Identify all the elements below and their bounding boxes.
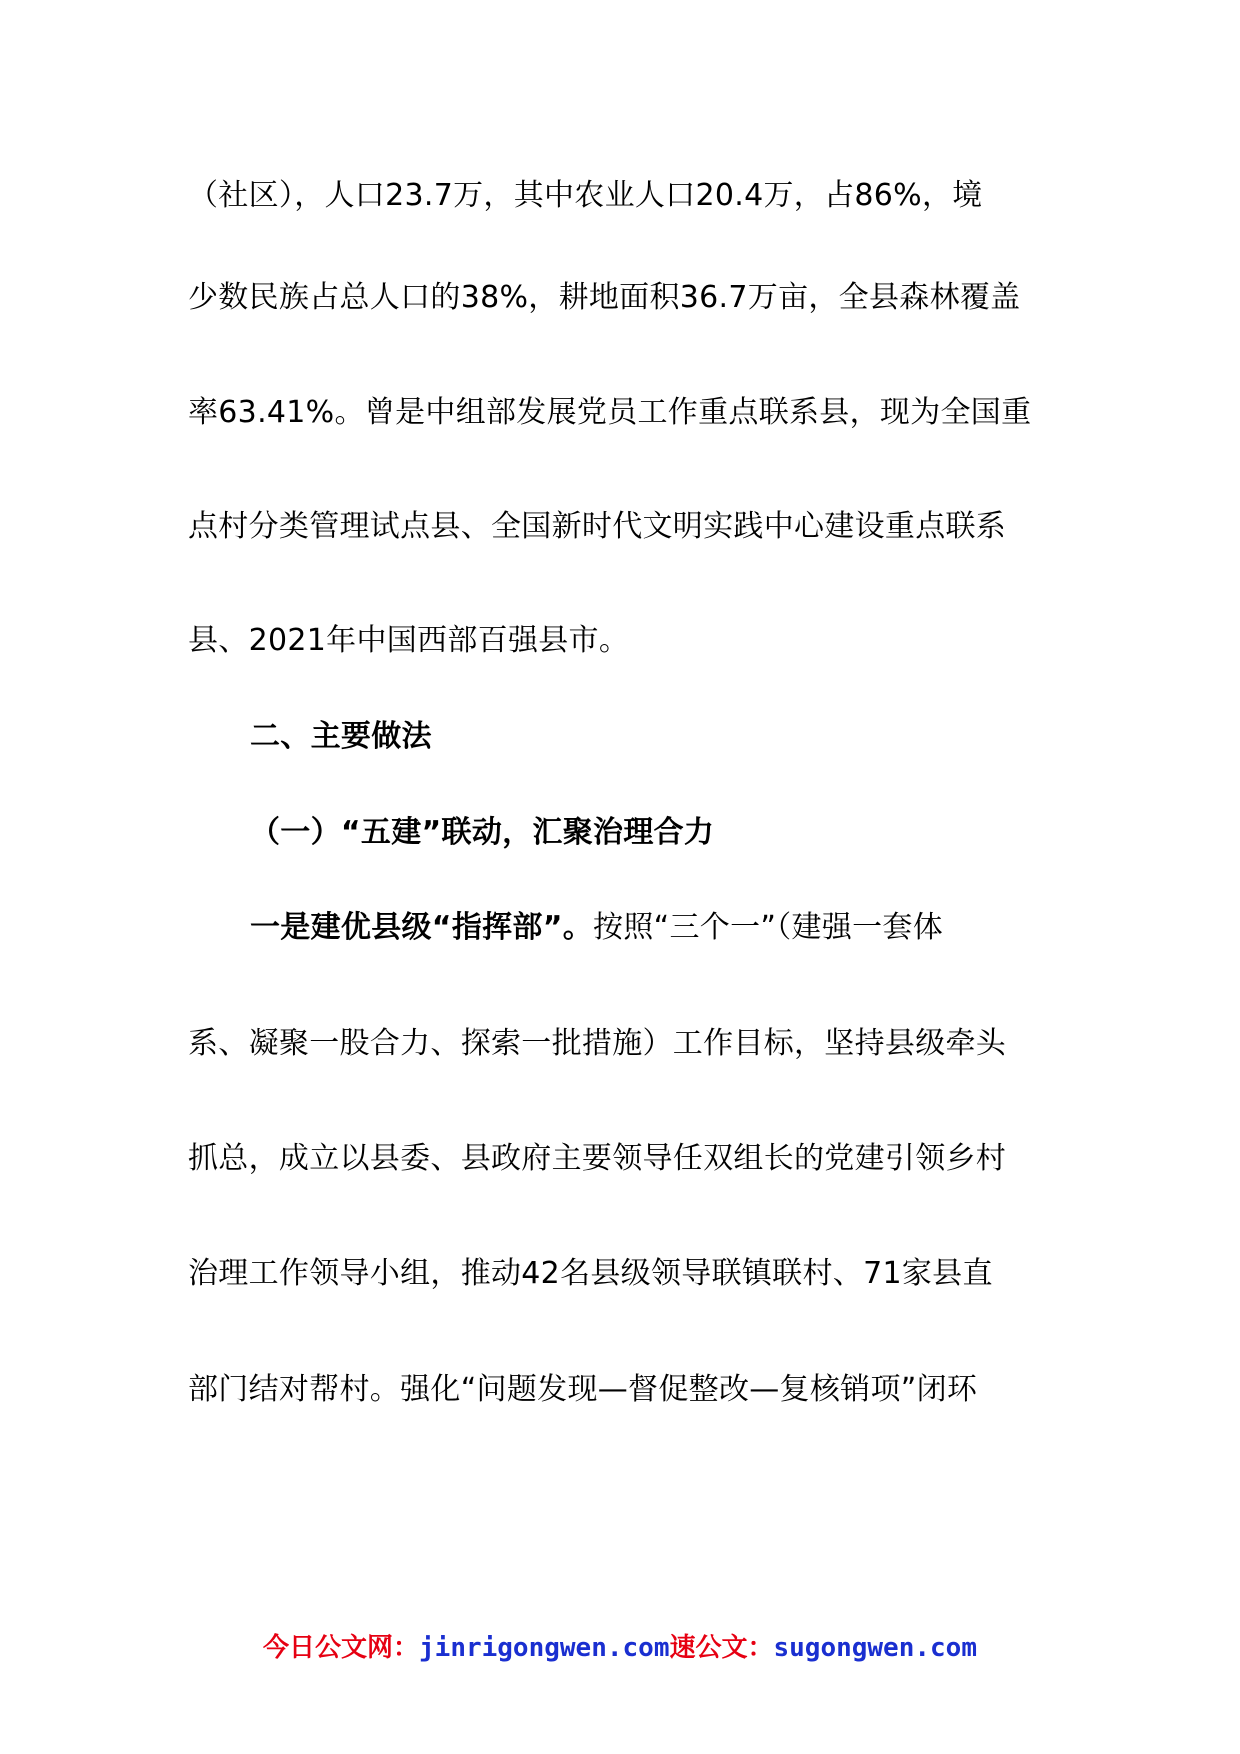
footer-site2-url[interactable]: sugongwen.com <box>773 1633 977 1663</box>
body-line-7: 系、凝聚一股合力、探索一批措施）工作目标，坚持县级牵头 <box>188 1026 1007 1061</box>
paragraph-first-rest: 按照“三个一”（建强一套体 <box>593 910 944 945</box>
footer-site1-label: 今日公文网： <box>263 1633 420 1663</box>
paragraph-lead: 一是建优县级“指挥部”。 <box>250 910 594 945</box>
paragraph-first-line <box>250 908 1058 948</box>
section-heading: 二、主要做法 <box>250 719 432 754</box>
body-line-5: 县、2021年中国西部百强县市。 <box>188 623 630 658</box>
body-line-8: 抓总，成立以县委、县政府主要领导任双组长的党建引领乡村 <box>188 1141 1007 1176</box>
body-line-9: 治理工作领导小组，推动42名县级领导联镇联村、71家县直 <box>188 1256 993 1291</box>
sub-heading: （一）“五建”联动，汇聚治理合力 <box>250 815 715 850</box>
footer-site2-label: 速公文： <box>669 1633 774 1663</box>
footer-banner <box>0 1630 1240 1666</box>
body-line-4: 点村分类管理试点县、全国新时代文明实践中心建设重点联系 <box>188 509 1007 544</box>
body-line-3: 率63.41%。曾是中组部发展党员工作重点联系县，现为全国重 <box>188 395 1032 430</box>
body-line-10: 部门结对帮村。强化“问题发现—督促整改—复核销项”闭环 <box>188 1372 978 1407</box>
body-line-1: （社区），人口23.7万，其中农业人口20.4万，占86%，境 <box>188 178 983 213</box>
body-line-2: 少数民族占总人口的38%，耕地面积36.7万亩，全县森林覆盖 <box>188 280 1021 315</box>
footer-site1-url[interactable]: jinrigongwen.com <box>419 1633 670 1663</box>
